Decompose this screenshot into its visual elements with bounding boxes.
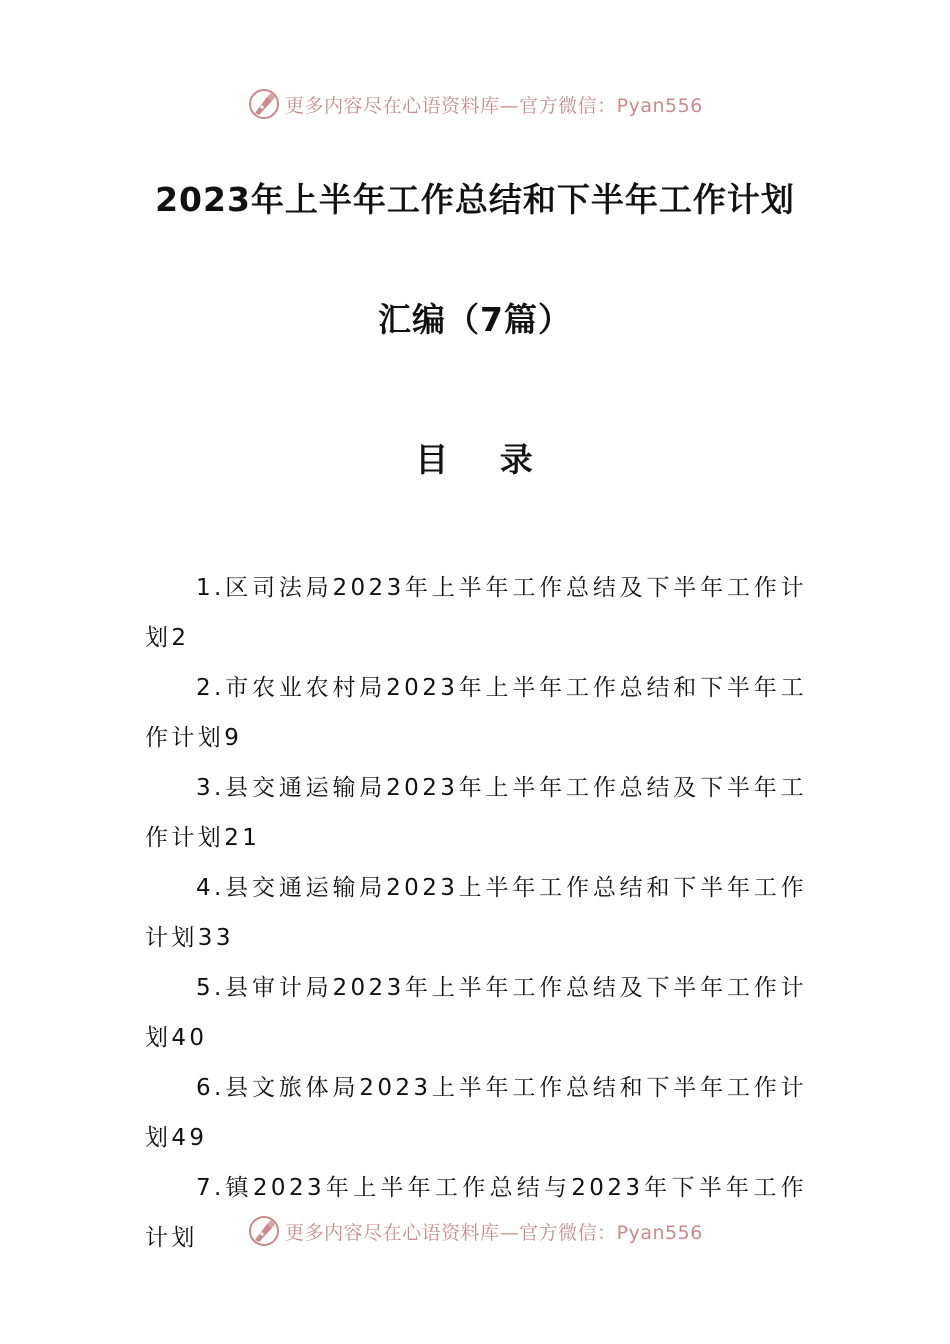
pen-nib-logo-icon	[247, 87, 281, 121]
document-title-line-1: 2023年上半年工作总结和下半年工作计划	[155, 180, 795, 219]
toc-item-2[interactable]: 2.市农业农村局2023年上半年工作总结和下半年工作计划9	[145, 675, 807, 751]
table-of-contents	[145, 563, 807, 1263]
toc-item-1[interactable]: 1.区司法局2023年上半年工作总结及下半年工作计划2	[145, 575, 807, 651]
footer-watermark	[0, 1211, 950, 1251]
toc-item-4[interactable]: 4.县交通运输局2023上半年工作总结和下半年工作计划33	[145, 875, 807, 951]
toc-item-5[interactable]: 5.县审计局2023年上半年工作总结及下半年工作计划40	[145, 975, 807, 1051]
watermark-text: 更多内容尽在心语资料库—官方微信：Pyan556	[285, 1221, 703, 1244]
pen-nib-logo-icon	[247, 1214, 281, 1248]
toc-heading: 目 录	[415, 440, 553, 479]
watermark-wechat-id: Pyan556	[616, 94, 703, 117]
toc-item-3[interactable]: 3.县交通运输局2023年上半年工作总结及下半年工作计划21	[145, 775, 807, 851]
header-watermark	[0, 84, 950, 124]
document-title-line-2: 汇编（7篇）	[378, 300, 572, 339]
toc-item-7[interactable]: 7.镇2023年上半年工作总结与2023年下半年工作计划	[145, 1175, 807, 1251]
toc-item-6[interactable]: 6.县文旅体局2023上半年工作总结和下半年工作计划49	[145, 1075, 807, 1151]
watermark-text: 更多内容尽在心语资料库—官方微信：Pyan556	[285, 94, 703, 117]
watermark-wechat-id: Pyan556	[616, 1221, 703, 1244]
